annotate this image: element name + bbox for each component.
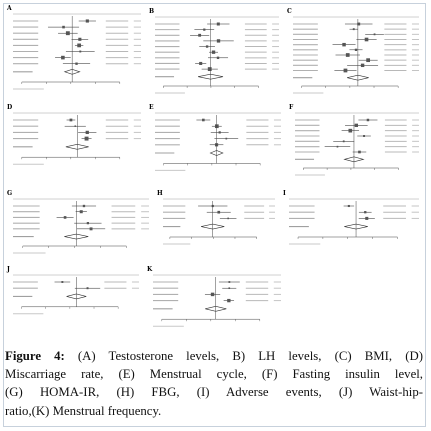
study-marker <box>348 205 350 207</box>
study-marker <box>365 217 368 220</box>
forest-plot-e <box>147 104 285 186</box>
study-marker <box>355 124 358 127</box>
study-marker <box>363 135 365 137</box>
caption-line-4: ratio,(K) Menstrual frequency. <box>5 403 162 418</box>
study-marker <box>355 49 357 51</box>
panel-letter: G <box>7 190 13 197</box>
forest-plot-graphic <box>5 5 145 100</box>
study-marker <box>343 140 345 142</box>
study-marker <box>70 119 73 122</box>
study-marker <box>77 44 81 48</box>
forest-plot-graphic <box>285 8 423 104</box>
study-marker <box>61 56 65 60</box>
study-marker <box>337 146 339 148</box>
study-marker <box>79 51 81 53</box>
study-marker <box>87 222 89 224</box>
study-marker <box>358 151 361 154</box>
study-marker <box>227 299 230 302</box>
caption-line-1: (A) Testosterone levels, B) LH levels, (C) BMI, (D) <box>64 349 423 363</box>
forest-plot-graphic <box>145 266 285 338</box>
study-marker <box>217 22 220 25</box>
panel-letter: I <box>283 190 286 197</box>
figure-caption <box>5 347 423 420</box>
panel-letter: D <box>7 104 13 111</box>
study-marker <box>61 281 63 283</box>
panel-letter: B <box>149 8 155 15</box>
study-marker <box>90 227 93 230</box>
forest-plot-graphic <box>155 190 279 264</box>
study-marker <box>225 138 227 140</box>
panel-letter: H <box>157 190 163 197</box>
panel-letter: E <box>149 104 154 111</box>
study-marker <box>364 211 366 213</box>
study-marker <box>344 69 348 73</box>
study-marker <box>348 129 352 133</box>
study-marker <box>199 62 202 65</box>
forest-plot-graphic <box>5 104 145 186</box>
study-marker <box>203 29 205 31</box>
panel-letter: A <box>7 5 12 12</box>
study-marker <box>219 131 221 133</box>
forest-plot-b <box>147 8 283 104</box>
forest-plot-c <box>285 8 423 104</box>
study-marker <box>83 205 85 207</box>
panel-letter: J <box>7 266 10 273</box>
forest-plot-a <box>5 5 145 100</box>
panel-letter: C <box>287 8 292 15</box>
study-marker <box>212 51 215 54</box>
study-marker <box>217 39 220 42</box>
study-marker <box>86 131 89 134</box>
study-marker <box>206 45 208 47</box>
forest-plot-graphic <box>5 266 143 338</box>
forest-plot-d <box>5 104 145 186</box>
forest-plot-graphic <box>147 104 285 186</box>
study-marker <box>202 119 205 122</box>
study-marker <box>75 63 77 65</box>
caption-line-3: (G) HOMA-IR, (H) FBG, (I) Adverse events, (J) Waist-hip- <box>5 385 423 400</box>
forest-plot-f <box>287 104 423 186</box>
study-marker <box>374 33 376 35</box>
study-marker <box>346 53 350 57</box>
forest-plot-k <box>145 266 285 338</box>
panel-letter: K <box>147 266 153 273</box>
forest-plot-graphic <box>147 8 283 104</box>
forest-plot-graphic <box>5 190 153 264</box>
study-marker <box>361 64 364 67</box>
study-marker <box>217 211 220 214</box>
study-marker <box>85 137 89 141</box>
study-marker <box>78 38 81 41</box>
study-marker <box>366 58 370 62</box>
study-marker <box>227 218 229 220</box>
forest-plot-j <box>5 266 143 338</box>
caption-label: Figure 4: <box>5 349 65 363</box>
study-marker <box>62 26 65 29</box>
forest-plot-h <box>155 190 279 264</box>
study-marker <box>86 19 89 22</box>
forest-plot-g <box>5 190 153 264</box>
study-marker <box>365 38 369 42</box>
study-marker <box>228 281 230 283</box>
forest-plot-graphic <box>287 104 423 186</box>
forest-plot-i <box>281 190 423 264</box>
study-marker <box>228 287 230 289</box>
study-marker <box>342 43 345 46</box>
study-marker <box>211 293 214 296</box>
study-marker <box>87 287 89 289</box>
forest-plot-graphic <box>281 190 423 264</box>
study-marker <box>208 67 212 71</box>
study-marker <box>64 216 67 219</box>
study-marker <box>74 125 76 127</box>
study-marker <box>367 119 369 121</box>
study-marker <box>198 34 201 37</box>
study-marker <box>80 210 83 213</box>
study-marker <box>66 31 70 35</box>
study-marker <box>217 57 219 59</box>
study-marker <box>353 28 355 30</box>
panel-letter: F <box>289 104 294 111</box>
caption-line-2: Miscarriage rate, (E) Menstrual cycle, (F) Fasting insulin level, <box>5 367 423 382</box>
